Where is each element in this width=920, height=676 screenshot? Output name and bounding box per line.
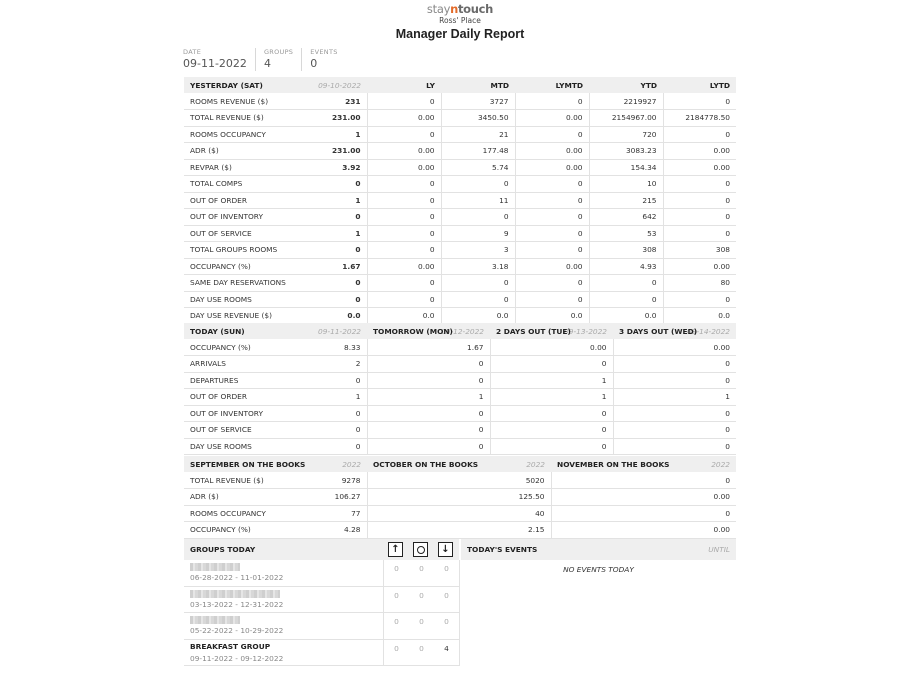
table-cell: 0 [613, 422, 736, 439]
table-cell: 9 [441, 225, 515, 242]
row-label: SAME DAY RESERVATIONS [184, 275, 321, 292]
table-row [184, 405, 736, 422]
table-cell: 0 [589, 275, 663, 292]
row-label: ADR ($) [184, 143, 321, 160]
table-cell: 215 [589, 192, 663, 209]
table-cell: 0.00 [613, 339, 736, 356]
table-cell: 2219927 [589, 93, 663, 110]
table-cell: 231.00 [321, 143, 367, 160]
table-cell: 0 [367, 291, 441, 308]
forecast-column-header: 09-14-2022 3 DAYS OUT (WED) [613, 323, 736, 339]
group-count: 0 [419, 617, 424, 626]
table-cell: 1.67 [367, 339, 490, 356]
redacted-group-name [190, 616, 240, 624]
table-cell: 0 [367, 225, 441, 242]
table-row [184, 438, 736, 455]
column-header-lymtd: LYMTD [515, 77, 589, 93]
table-cell: 0 [367, 422, 490, 439]
arrow-up-icon[interactable]: ↑ [388, 542, 403, 557]
row-label: DEPARTURES [184, 372, 321, 389]
table-cell: 0.0 [515, 308, 589, 325]
table-cell: 0 [441, 275, 515, 292]
table-cell: 11 [441, 192, 515, 209]
row-label: OCCUPANCY (%) [184, 258, 321, 275]
table-cell: 0.0 [367, 308, 441, 325]
table-row [184, 422, 736, 439]
table-cell: 308 [663, 242, 736, 259]
row-label: OUT OF SERVICE [184, 422, 321, 439]
table-cell: 0 [321, 209, 367, 226]
table-cell: 0.0 [663, 308, 736, 325]
table-cell: 5.74 [441, 159, 515, 176]
group-count: 0 [394, 564, 399, 573]
stayntouch-logo: stayntouch [426, 2, 494, 16]
table-cell: 3 [441, 242, 515, 259]
row-label: DAY USE ROOMS [184, 291, 321, 308]
stat-groups: GROUPS 4 [264, 48, 302, 71]
row-label: TOTAL GROUPS ROOMS [184, 242, 321, 259]
table-row [184, 126, 736, 143]
table-cell: 0 [367, 356, 490, 373]
group-count: 0 [419, 564, 424, 573]
table-row [184, 389, 736, 406]
table-cell: 2184778.50 [663, 110, 736, 127]
group-sort-controls [388, 542, 453, 557]
row-label: ADR ($) [184, 489, 321, 506]
table-cell: 0 [515, 209, 589, 226]
row-label: OCCUPANCY (%) [184, 339, 321, 356]
table-cell: 0 [515, 275, 589, 292]
table-cell: 0 [515, 225, 589, 242]
books-column-header: 2022 OCTOBER ON THE BOOKS [367, 456, 551, 472]
group-count: 0 [444, 564, 449, 573]
table-row [184, 505, 736, 522]
table-cell: 0 [515, 242, 589, 259]
table-row [184, 291, 736, 308]
row-label: OUT OF INVENTORY [184, 405, 321, 422]
table-row [184, 522, 736, 539]
table-cell: 0.00 [515, 143, 589, 160]
column-header-mtd: MTD [441, 77, 515, 93]
table-cell: 0 [663, 291, 736, 308]
row-label: ROOMS REVENUE ($) [184, 93, 321, 110]
table-cell: 0.00 [551, 522, 736, 539]
table-cell: 0.00 [515, 159, 589, 176]
table-cell: 1 [321, 192, 367, 209]
table-cell: 3.18 [441, 258, 515, 275]
row-label: TOTAL REVENUE ($) [184, 110, 321, 127]
row-label: OUT OF ORDER [184, 389, 321, 406]
table-row [184, 242, 736, 259]
row-label: DAY USE ROOMS [184, 438, 321, 455]
group-info [184, 587, 384, 613]
group-count: 0 [394, 590, 399, 600]
table-cell: 0 [367, 176, 441, 193]
group-info [184, 640, 384, 666]
group-count: 0 [419, 590, 424, 600]
table-cell: 0 [490, 356, 613, 373]
table-cell: 1 [321, 225, 367, 242]
table-cell: 0 [663, 192, 736, 209]
table-cell: 10 [589, 176, 663, 193]
table-cell: 0 [613, 356, 736, 373]
table-cell: 0.00 [663, 258, 736, 275]
table-row [184, 93, 736, 110]
table-cell: 3083.23 [589, 143, 663, 160]
today-label: 09-11-2022 TODAY (SUN) [184, 323, 367, 339]
table-cell: 0 [367, 242, 441, 259]
table-cell: 9278 [321, 472, 367, 489]
table-cell: 0 [490, 422, 613, 439]
yesterday-label: 09-10-2022 YESTERDAY (SAT) [184, 77, 367, 93]
group-counts [384, 587, 459, 613]
table-cell: 0 [515, 176, 589, 193]
table-cell: 0 [367, 372, 490, 389]
table-cell: 21 [441, 126, 515, 143]
books-header-row [184, 456, 736, 472]
group-dates: 05-22-2022 - 10-29-2022 [190, 626, 284, 635]
table-row [184, 225, 736, 242]
column-header-ly: LY [367, 77, 441, 93]
table-cell: 0.00 [551, 489, 736, 506]
groups-list [184, 560, 459, 666]
table-cell: 0.00 [367, 159, 441, 176]
table-row [184, 110, 736, 127]
table-cell: 0 [613, 438, 736, 455]
no-events-message: NO EVENTS TODAY [563, 565, 634, 574]
yesterday-table [184, 77, 736, 325]
group-info [184, 613, 384, 639]
redacted-group-name [190, 590, 280, 598]
group-info [184, 560, 384, 586]
table-cell: 231.00 [321, 110, 367, 127]
table-cell: 0.00 [663, 143, 736, 160]
table-row [184, 275, 736, 292]
row-label: TOTAL COMPS [184, 176, 321, 193]
table-cell: 0.00 [367, 110, 441, 127]
forecast-table [184, 323, 736, 455]
group-counts [384, 613, 459, 639]
group-counts [384, 640, 459, 666]
table-row [184, 339, 736, 356]
table-cell: 308 [589, 242, 663, 259]
table-cell: 3.92 [321, 159, 367, 176]
table-cell: 0 [515, 126, 589, 143]
group-name: BREAKFAST GROUP [190, 641, 271, 651]
table-row [184, 372, 736, 389]
books-table [184, 456, 736, 539]
group-row[interactable] [184, 560, 459, 587]
redacted-group-name [190, 563, 240, 571]
table-row [184, 472, 736, 489]
table-cell: 4.93 [589, 258, 663, 275]
arrow-down-icon[interactable]: ↓ [438, 542, 453, 557]
table-cell: 106.27 [321, 489, 367, 506]
row-label: ARRIVALS [184, 356, 321, 373]
table-cell: 2154967.00 [589, 110, 663, 127]
table-cell: 0 [367, 438, 490, 455]
groups-today-panel [184, 539, 459, 666]
table-cell: 0 [551, 505, 736, 522]
table-row [184, 356, 736, 373]
table-cell: 1.67 [321, 258, 367, 275]
table-cell: 0 [663, 176, 736, 193]
table-cell: 0 [663, 93, 736, 110]
table-cell: 0.00 [367, 258, 441, 275]
table-cell: 4.28 [321, 522, 367, 539]
todays-events-panel [461, 539, 736, 574]
group-dates: 03-13-2022 - 12-31-2022 [190, 599, 284, 609]
stat-events: EVENTS 0 [310, 48, 338, 70]
table-cell: 0 [441, 176, 515, 193]
group-row[interactable] [184, 613, 459, 640]
row-label: ROOMS OCCUPANCY [184, 126, 321, 143]
yesterday-header-row [184, 77, 736, 93]
table-cell: 0 [367, 93, 441, 110]
table-cell: 0 [589, 291, 663, 308]
group-count: 0 [444, 590, 449, 600]
group-count: 4 [444, 643, 449, 653]
hotel-name: Ross' Place [439, 16, 481, 25]
table-cell: 125.50 [367, 489, 551, 506]
table-cell: 154.34 [589, 159, 663, 176]
table-cell: 0.00 [515, 110, 589, 127]
september-label: 2022 SEPTEMBER ON THE BOOKS [184, 456, 367, 472]
summary-stats [183, 48, 354, 71]
table-cell: 77 [321, 505, 367, 522]
table-cell: 0 [367, 126, 441, 143]
group-dates: 09-11-2022 - 09-12-2022 [190, 653, 284, 663]
table-cell: 2 [321, 356, 367, 373]
forecast-column-header: 09-13-2022 2 DAYS OUT (TUE) [490, 323, 613, 339]
table-cell: 0 [321, 275, 367, 292]
row-label: OUT OF INVENTORY [184, 209, 321, 226]
table-cell: 0.00 [515, 258, 589, 275]
table-cell: 0 [441, 209, 515, 226]
table-row [184, 159, 736, 176]
table-cell: 0.0 [441, 308, 515, 325]
row-label: REVPAR ($) [184, 159, 321, 176]
table-row [184, 489, 736, 506]
table-cell: 0 [321, 176, 367, 193]
table-cell: 1 [367, 389, 490, 406]
group-count: 0 [394, 617, 399, 626]
group-row[interactable] [184, 640, 459, 667]
row-label: ROOMS OCCUPANCY [184, 505, 321, 522]
table-cell: 0 [663, 126, 736, 143]
table-cell: 80 [663, 275, 736, 292]
table-cell: 0 [321, 405, 367, 422]
report-header [0, 0, 920, 42]
table-row [184, 143, 736, 160]
table-cell: 0 [663, 225, 736, 242]
table-cell: 0.0 [589, 308, 663, 325]
row-label: OCCUPANCY (%) [184, 522, 321, 539]
row-label: DAY USE REVENUE ($) [184, 308, 321, 325]
table-cell: 1 [613, 389, 736, 406]
page-title: Manager Daily Report [395, 27, 525, 41]
group-count: 0 [444, 617, 449, 626]
column-header-lytd: LYTD [663, 77, 736, 93]
group-count: 0 [419, 643, 424, 653]
table-cell: 0 [613, 405, 736, 422]
group-count: 0 [394, 643, 399, 653]
table-cell: 0 [441, 291, 515, 308]
table-cell: 5020 [367, 472, 551, 489]
row-label: OUT OF SERVICE [184, 225, 321, 242]
group-row[interactable] [184, 587, 459, 614]
table-cell: 231 [321, 93, 367, 110]
table-row [184, 192, 736, 209]
table-row [184, 258, 736, 275]
row-label: OUT OF ORDER [184, 192, 321, 209]
forecast-header-row [184, 323, 736, 339]
group-counts [384, 560, 459, 586]
table-cell: 0.0 [321, 308, 367, 325]
table-cell: 0 [321, 372, 367, 389]
table-cell: 3727 [441, 93, 515, 110]
table-cell: 642 [589, 209, 663, 226]
table-cell: 0 [551, 472, 736, 489]
table-cell: 0.00 [490, 339, 613, 356]
table-cell: 1 [321, 126, 367, 143]
table-cell: 1 [490, 389, 613, 406]
books-column-header: 2022 NOVEMBER ON THE BOOKS [551, 456, 736, 472]
table-cell: 0.00 [367, 143, 441, 160]
table-cell: 0 [367, 209, 441, 226]
forecast-column-header: 09-12-2022 TOMORROW (MON) [367, 323, 490, 339]
table-cell: 177.48 [441, 143, 515, 160]
table-cell: 0 [515, 93, 589, 110]
table-cell: 0 [515, 192, 589, 209]
circle-icon[interactable] [413, 542, 428, 557]
table-cell: 53 [589, 225, 663, 242]
todays-events-header: TODAY'S EVENTS UNTIL [461, 539, 736, 560]
table-cell: 0 [321, 422, 367, 439]
table-cell: 0 [613, 372, 736, 389]
table-cell: 0 [321, 242, 367, 259]
table-row [184, 209, 736, 226]
table-cell: 3450.50 [441, 110, 515, 127]
table-cell: 0 [663, 209, 736, 226]
table-cell: 0 [367, 405, 490, 422]
table-cell: 40 [367, 505, 551, 522]
table-row [184, 308, 736, 325]
table-cell: 1 [490, 372, 613, 389]
table-cell: 720 [589, 126, 663, 143]
table-cell: 0 [321, 438, 367, 455]
table-cell: 0.00 [663, 159, 736, 176]
group-dates: 06-28-2022 - 11-01-2022 [190, 573, 284, 582]
table-cell: 0 [321, 291, 367, 308]
table-cell: 0 [515, 291, 589, 308]
table-cell: 1 [321, 389, 367, 406]
table-cell: 0 [490, 405, 613, 422]
table-cell: 0 [367, 192, 441, 209]
table-cell: 8.33 [321, 339, 367, 356]
row-label: TOTAL REVENUE ($) [184, 472, 321, 489]
stat-date: DATE 09-11-2022 [183, 48, 256, 71]
column-header-ytd: YTD [589, 77, 663, 93]
table-cell: 2.15 [367, 522, 551, 539]
table-cell: 0 [367, 275, 441, 292]
table-row [184, 176, 736, 193]
groups-today-header: GROUPS TODAY ↑ ↓ [184, 539, 459, 560]
table-cell: 0 [490, 438, 613, 455]
